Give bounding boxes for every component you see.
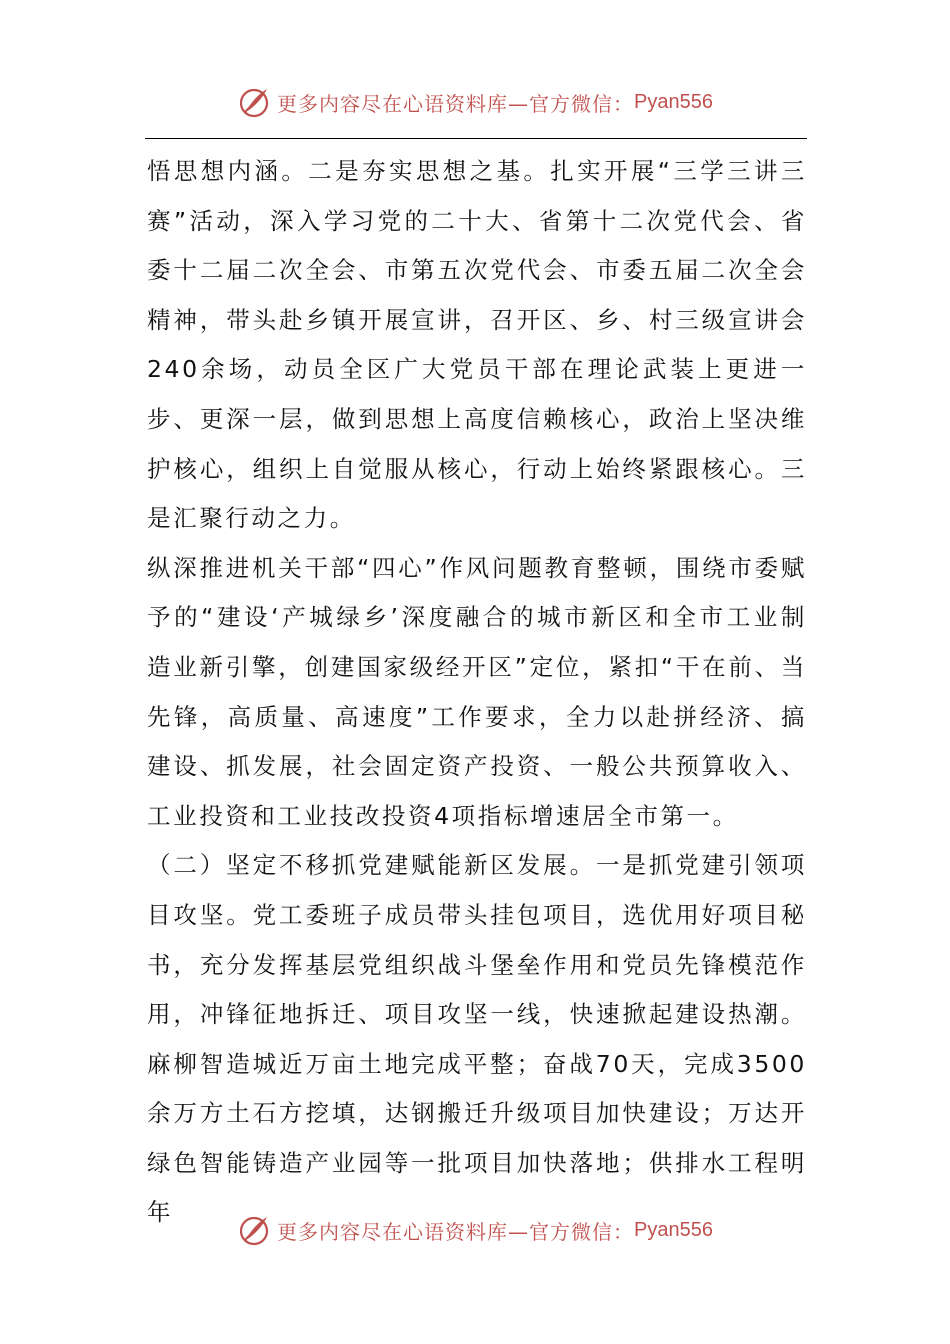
header-divider <box>145 138 807 139</box>
paragraph: 纵深推进机关干部“四心”作风问题教育整顿，围绕市委赋予的“建设‘产城绿乡’深度融合的城市新区和全市工业制造业新引擎，创建国家级经开区”定位，紧扣“干在前、当先锋，高质量、高速度”工作要求，全力以赴拼经济、搞建设、抓发展，社会固定资产投资、一般公共预算收入、工业投资和工业技改投资4项指标增速居全市第一。 <box>147 553 807 830</box>
footer-banner-text: 更多内容尽在心语资料库—官方微信： <box>277 1219 635 1244</box>
footer-watermark-banner <box>0 1210 950 1250</box>
document-body <box>147 147 807 1238</box>
quill-logo-icon <box>237 85 271 119</box>
header-banner-text: 更多内容尽在心语资料库—官方微信： <box>277 91 635 116</box>
paragraph: （二）坚定不移抓党建赋能新区发展。一是抓党建引领项目攻坚。党工委班子成员带头挂包项目，选优用好项目秘书，充分发挥基层党组织战斗堡垒作用和党员先锋模范作用，冲锋征地拆迁、项目攻坚一线，快速掀起建设热潮。麻柳智造城近万亩土地完成平整；奋战70天，完成3500余万方土石方挖填，达钢搬迁升级项目加快建设；万达开绿色智能铸造产业园等一批项目加快落地；供排水工程明年 <box>147 851 807 1227</box>
quill-logo-icon <box>237 1213 271 1247</box>
header-watermark-banner <box>0 82 950 122</box>
footer-wechat-id: Pyan556 <box>634 1218 713 1241</box>
header-wechat-id: Pyan556 <box>634 90 713 113</box>
paragraph: 悟思想内涵。二是夯实思想之基。扎实开展“三学三讲三赛”活动，深入学习党的二十大、省第十二次党代会、省委十二届二次全会、市第五次党代会、市委五届二次全会精神，带头赴乡镇开展宣讲，召开区、乡、村三级宣讲会240余场，动员全区广大党员干部在理论武装上更进一步、更深一层，做到思想上高度信赖核心，政治上坚决维护核心，组织上自觉服从核心，行动上始终紧跟核心。三是汇聚行动之力。 <box>147 157 807 533</box>
